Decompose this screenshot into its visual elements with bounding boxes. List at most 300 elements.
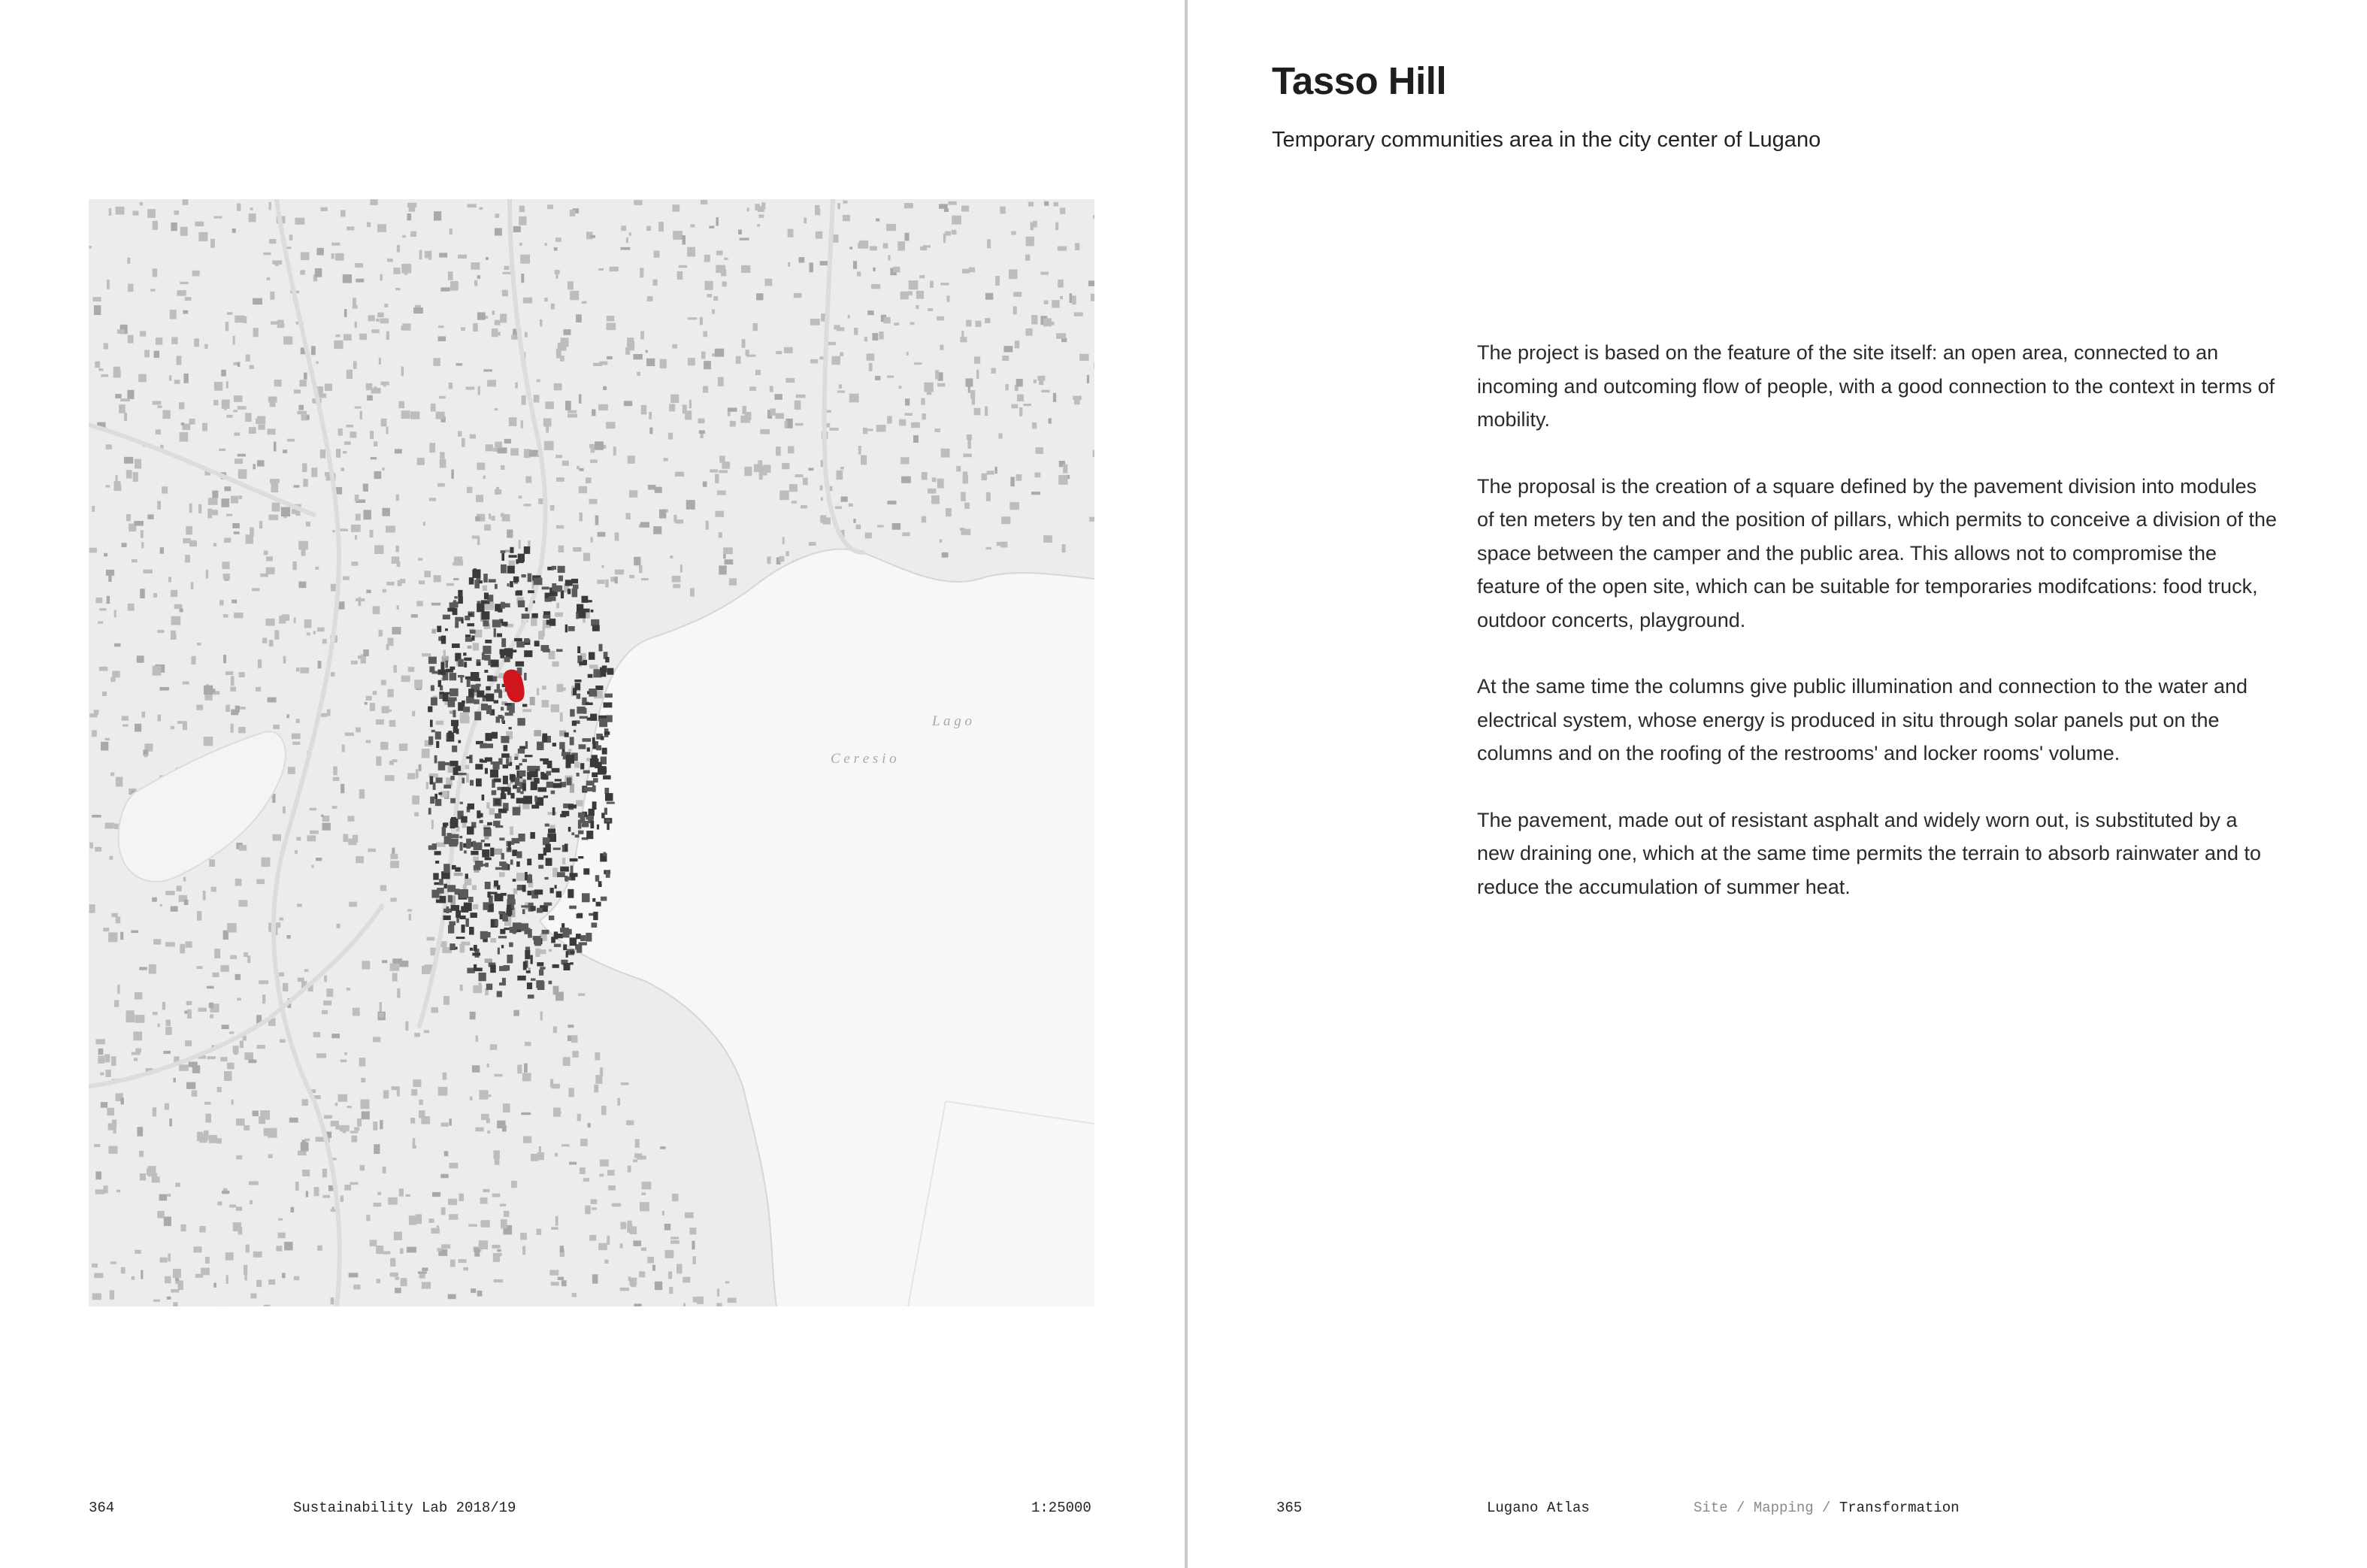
- building: [128, 284, 133, 292]
- building: [99, 608, 106, 610]
- building: [494, 1279, 504, 1282]
- building: [210, 1015, 213, 1019]
- building: [524, 673, 527, 680]
- building: [1037, 376, 1045, 380]
- building: [675, 519, 683, 523]
- building: [322, 1169, 327, 1178]
- building: [528, 574, 532, 583]
- building: [589, 499, 598, 504]
- building: [540, 967, 545, 970]
- building: [473, 985, 482, 994]
- building: [525, 872, 528, 880]
- building: [331, 253, 334, 259]
- building: [195, 222, 204, 226]
- building: [213, 216, 222, 218]
- building: [133, 1031, 142, 1040]
- building: [108, 932, 117, 942]
- building: [453, 725, 458, 733]
- building: [140, 1173, 146, 1181]
- building: [655, 487, 662, 493]
- building: [468, 613, 473, 616]
- building: [601, 897, 607, 901]
- building: [208, 498, 218, 505]
- building: [477, 1291, 483, 1297]
- building: [997, 542, 1006, 546]
- building: [635, 1139, 640, 1148]
- building: [528, 590, 534, 593]
- building: [453, 578, 459, 580]
- building: [543, 903, 552, 906]
- building: [672, 576, 681, 583]
- building: [537, 1229, 542, 1235]
- building: [620, 1243, 623, 1249]
- building: [483, 1189, 490, 1192]
- building: [595, 1052, 601, 1061]
- building: [317, 1246, 322, 1251]
- building: [487, 380, 496, 386]
- building: [492, 310, 495, 315]
- building: [395, 288, 401, 290]
- building: [141, 542, 144, 548]
- building: [587, 691, 589, 694]
- building: [158, 406, 162, 408]
- building: [322, 1010, 328, 1014]
- building: [451, 720, 459, 726]
- building: [479, 207, 483, 210]
- building: [561, 1280, 567, 1286]
- building: [683, 1277, 690, 1283]
- building: [101, 374, 108, 377]
- building: [407, 773, 415, 779]
- building: [450, 776, 455, 780]
- building: [396, 495, 399, 501]
- building: [564, 963, 571, 970]
- building: [383, 1090, 389, 1098]
- building: [507, 583, 510, 586]
- building: [311, 468, 317, 477]
- building: [316, 248, 323, 256]
- building: [858, 446, 861, 455]
- building: [269, 515, 279, 520]
- building: [577, 944, 582, 953]
- building: [461, 816, 468, 823]
- building: [588, 1123, 591, 1128]
- building: [546, 771, 552, 776]
- building: [139, 967, 147, 970]
- building: [219, 449, 226, 451]
- building: [715, 474, 719, 483]
- building: [605, 793, 613, 801]
- building: [437, 1225, 440, 1227]
- building: [513, 879, 516, 882]
- building: [627, 1224, 632, 1232]
- building: [668, 433, 673, 440]
- building: [213, 543, 217, 546]
- building: [599, 1174, 604, 1177]
- building: [303, 479, 308, 487]
- building: [434, 882, 439, 885]
- building: [1012, 404, 1019, 409]
- building: [521, 274, 524, 283]
- building: [500, 649, 505, 655]
- building: [539, 970, 543, 976]
- building: [481, 840, 485, 842]
- building: [795, 474, 803, 477]
- building: [386, 525, 395, 532]
- building: [444, 836, 451, 844]
- building: [271, 321, 278, 324]
- building: [419, 1110, 425, 1118]
- building: [449, 1118, 452, 1125]
- building: [624, 401, 632, 406]
- building: [434, 851, 441, 855]
- building: [673, 204, 680, 212]
- building: [607, 316, 615, 321]
- building: [867, 353, 875, 361]
- building: [740, 238, 749, 240]
- building: [223, 655, 226, 663]
- building: [441, 636, 446, 644]
- building: [459, 596, 463, 604]
- building: [572, 589, 578, 598]
- building: [483, 369, 492, 371]
- building: [472, 635, 475, 640]
- building: [412, 711, 415, 716]
- building: [835, 507, 842, 510]
- building: [914, 362, 922, 365]
- building: [854, 328, 858, 335]
- building: [245, 413, 251, 422]
- building: [150, 289, 156, 291]
- building: [110, 1261, 117, 1264]
- building: [560, 713, 563, 722]
- building: [269, 239, 277, 244]
- building: [436, 777, 443, 782]
- building: [580, 1139, 588, 1146]
- building: [114, 367, 120, 374]
- building: [873, 333, 879, 341]
- building: [432, 1192, 440, 1197]
- building: [387, 259, 393, 262]
- building: [633, 1159, 637, 1162]
- building: [211, 887, 216, 892]
- building: [366, 1215, 370, 1221]
- building: [716, 251, 723, 256]
- building: [499, 861, 506, 866]
- building: [470, 1012, 476, 1019]
- building: [335, 334, 340, 338]
- building: [110, 677, 115, 683]
- building: [1036, 447, 1044, 454]
- building: [641, 1248, 646, 1252]
- building: [304, 373, 307, 380]
- building: [510, 649, 517, 652]
- building: [523, 961, 527, 970]
- building: [526, 970, 531, 973]
- building: [583, 868, 589, 874]
- building: [892, 523, 901, 530]
- building: [356, 856, 364, 863]
- building: [323, 1000, 331, 1006]
- building: [738, 229, 742, 235]
- building: [459, 740, 462, 743]
- building: [443, 1073, 447, 1080]
- building: [450, 821, 456, 828]
- building: [507, 894, 515, 903]
- building: [434, 358, 440, 366]
- building: [557, 684, 564, 692]
- building: [373, 691, 377, 695]
- building: [500, 313, 507, 322]
- building: [327, 710, 331, 716]
- building: [498, 758, 502, 765]
- breadcrumb-site[interactable]: Site: [1694, 1500, 1728, 1516]
- building: [417, 458, 425, 465]
- building: [534, 578, 543, 586]
- building: [547, 812, 556, 815]
- building: [413, 1138, 416, 1147]
- building: [409, 914, 411, 921]
- building: [226, 514, 232, 516]
- building: [937, 316, 944, 321]
- building: [867, 310, 873, 315]
- building: [509, 555, 517, 558]
- right-publication-title: Lugano Atlas: [1487, 1500, 1590, 1516]
- building: [1070, 293, 1072, 303]
- building: [927, 392, 932, 395]
- building: [448, 271, 453, 280]
- building: [554, 383, 562, 390]
- building: [775, 394, 782, 400]
- building: [397, 561, 401, 567]
- building: [634, 200, 642, 205]
- building: [583, 787, 592, 792]
- building: [376, 719, 384, 725]
- building: [607, 1170, 615, 1176]
- building: [524, 1064, 528, 1073]
- building: [1035, 473, 1041, 478]
- building: [485, 768, 488, 774]
- building: [445, 628, 448, 631]
- building: [207, 1056, 216, 1059]
- building: [370, 703, 375, 711]
- building: [960, 528, 965, 531]
- building: [449, 229, 453, 235]
- building: [368, 315, 375, 321]
- building: [528, 929, 532, 938]
- building: [133, 210, 139, 215]
- building: [419, 764, 422, 771]
- building: [499, 982, 506, 985]
- building: [904, 413, 912, 416]
- building: [253, 328, 259, 337]
- building: [608, 1185, 616, 1191]
- building: [185, 1040, 192, 1046]
- building: [379, 358, 381, 365]
- building: [513, 577, 519, 583]
- building: [516, 798, 525, 804]
- building: [871, 284, 880, 289]
- building: [986, 492, 991, 501]
- building: [304, 1139, 310, 1142]
- building: [522, 909, 525, 914]
- building: [476, 779, 482, 787]
- building: [450, 281, 459, 291]
- building: [716, 1303, 722, 1306]
- building: [105, 1070, 110, 1077]
- building: [487, 1064, 489, 1067]
- building: [443, 650, 446, 658]
- building: [448, 895, 453, 903]
- building: [569, 1162, 577, 1165]
- building: [574, 762, 580, 768]
- building: [1049, 418, 1052, 423]
- building: [998, 433, 1002, 438]
- building: [162, 1002, 165, 1010]
- building: [453, 562, 458, 565]
- building: [839, 384, 842, 389]
- building: [317, 628, 325, 632]
- building: [209, 859, 215, 867]
- building: [458, 675, 465, 677]
- building: [1017, 395, 1024, 401]
- building: [662, 1211, 664, 1215]
- building: [99, 667, 108, 671]
- building: [579, 661, 586, 665]
- building: [586, 831, 593, 839]
- building: [596, 741, 598, 746]
- building: [550, 1079, 553, 1088]
- building: [670, 555, 673, 558]
- building: [654, 251, 660, 258]
- building: [495, 228, 502, 235]
- building: [788, 262, 790, 267]
- building: [331, 243, 340, 246]
- building: [244, 1052, 253, 1060]
- building: [144, 570, 153, 574]
- building: [551, 791, 555, 795]
- building: [295, 218, 304, 225]
- building: [373, 1037, 380, 1042]
- building: [467, 826, 474, 834]
- building: [570, 937, 577, 946]
- building: [450, 1260, 456, 1267]
- building: [1072, 295, 1076, 304]
- building: [660, 1146, 666, 1149]
- building: [448, 925, 454, 934]
- building: [558, 343, 566, 347]
- building: [803, 478, 808, 486]
- building: [343, 451, 347, 453]
- building: [475, 764, 483, 769]
- building: [1075, 243, 1079, 250]
- building: [137, 655, 144, 663]
- building: [345, 732, 354, 736]
- building: [230, 687, 236, 692]
- building: [236, 1155, 242, 1159]
- right-page: [1188, 0, 2367, 1568]
- building: [107, 280, 110, 289]
- building: [114, 610, 117, 618]
- building: [525, 741, 528, 749]
- building: [341, 1060, 347, 1063]
- building: [270, 292, 274, 300]
- building: [444, 1151, 449, 1156]
- building: [607, 802, 615, 804]
- breadcrumb-mapping[interactable]: Mapping: [1753, 1500, 1814, 1516]
- building: [246, 355, 250, 362]
- building: [392, 973, 398, 981]
- building: [265, 619, 274, 626]
- building: [493, 448, 498, 452]
- building: [306, 522, 310, 527]
- building: [1060, 296, 1063, 299]
- building: [589, 1235, 596, 1241]
- building: [174, 604, 183, 609]
- building: [543, 615, 550, 619]
- building: [171, 337, 177, 344]
- building: [688, 358, 695, 365]
- building: [366, 696, 372, 701]
- building: [640, 331, 644, 340]
- building: [543, 734, 548, 742]
- building: [258, 659, 262, 668]
- building: [416, 601, 422, 606]
- building: [401, 1278, 407, 1286]
- building: [709, 226, 714, 229]
- building: [467, 680, 471, 688]
- building: [281, 507, 290, 517]
- building: [686, 500, 695, 510]
- building: [135, 992, 142, 1000]
- building: [970, 390, 975, 399]
- building: [431, 686, 434, 692]
- building: [296, 667, 300, 671]
- building: [410, 411, 419, 419]
- map-scale: 1:25000: [1031, 1500, 1091, 1516]
- building: [640, 1202, 649, 1211]
- building: [1016, 379, 1023, 386]
- building: [604, 1260, 608, 1264]
- building: [342, 745, 345, 752]
- building: [531, 805, 539, 809]
- building: [351, 661, 358, 664]
- building: [729, 578, 737, 586]
- building: [502, 1125, 507, 1132]
- building: [278, 1218, 283, 1221]
- building: [280, 918, 284, 921]
- building: [183, 877, 186, 882]
- building: [177, 356, 182, 365]
- building: [887, 501, 896, 504]
- building: [296, 719, 300, 723]
- building: [485, 863, 489, 867]
- building: [603, 852, 606, 856]
- building: [95, 847, 101, 852]
- building: [509, 727, 512, 729]
- building: [485, 882, 491, 889]
- building: [555, 270, 560, 274]
- building: [590, 235, 595, 238]
- building: [810, 359, 818, 364]
- building: [231, 724, 234, 733]
- building: [598, 881, 602, 887]
- building: [132, 1276, 135, 1280]
- building: [1060, 207, 1065, 213]
- building: [560, 928, 569, 932]
- building: [486, 984, 492, 990]
- building: [192, 1065, 200, 1073]
